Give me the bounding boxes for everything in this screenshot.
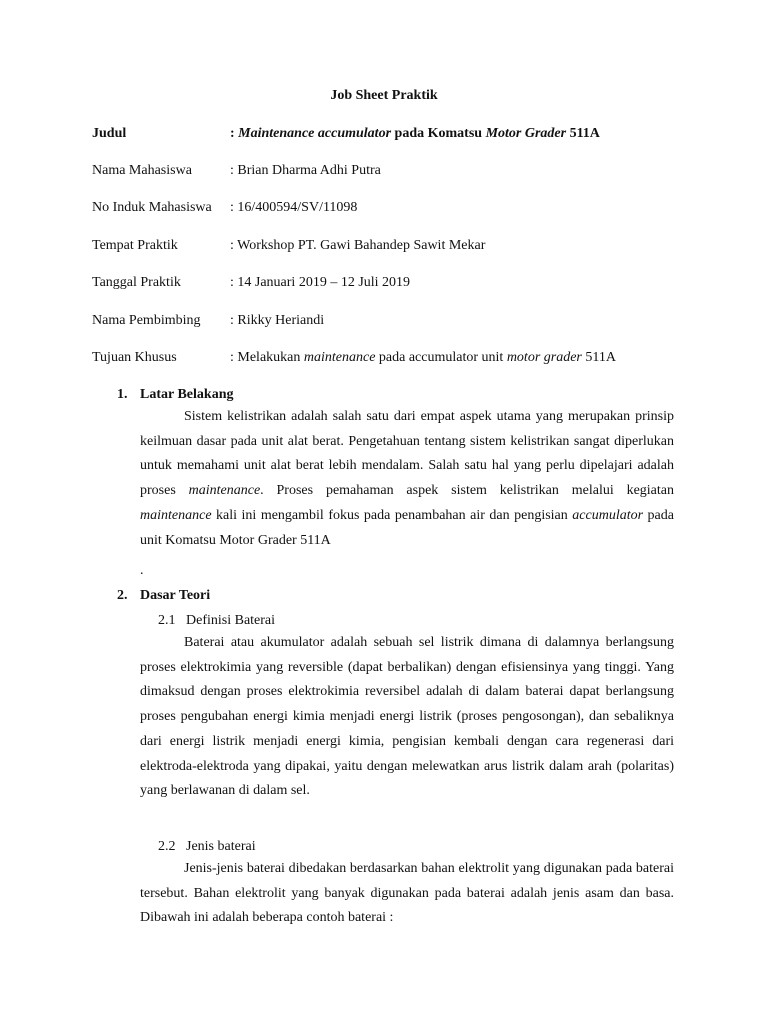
field-label: No Induk Mahasiswa [92,200,212,215]
field-value-segment: pada Komatsu [391,126,486,141]
field-value-segment: 16/400594/SV/11098 [237,200,358,215]
field-row [92,238,692,258]
field-value-segment: maintenance [303,350,376,365]
field-value-segment: motor grader [506,350,582,365]
section-1-paragraph [140,405,674,553]
field-row [92,200,692,220]
field-value-segment: Brian Dharma Adhi Putra [237,163,381,178]
field-row [92,163,692,183]
field-value [230,238,485,254]
field-row [92,275,692,295]
field-row [92,350,692,370]
subsection-2-1-title: Definisi Baterai [186,613,276,628]
field-value-segment: Rikky Heriandi [237,313,325,328]
field-label: Nama Mahasiswa [92,163,192,178]
field-value [230,126,600,142]
section-1-trailing: . [140,563,144,578]
paragraph-segment: accumulator [572,507,644,523]
field-separator: : [230,275,238,290]
field-value [230,350,616,366]
field-separator: : [230,200,238,215]
subsection-2-1-heading [158,613,275,629]
field-value-segment: 511A [566,126,600,141]
subsection-2-2-number: 2.2 [158,839,176,854]
subsection-2-1-paragraph: Baterai atau akumulator adalah sebuah sel listrik dimana di dalamnya berlangsung proses elektrokimia yang reversible (dapat berbalikan) dengan efisiensinya yang tinggi. Yang dimaksud dengan proses elektrokimia reversibel adalah di dalam baterai dapat berlangsung proses pengubahan energi kimia menjadi energi listrik (proses pengosongan), dan sebaliknya dari energi listrik menjadi energi kimia, pengisian kembali dengan cara regenerasi dari elektroda-elektroda yang dipakai, yaitu dengan melewatkan arus listrik dalam arah (polaritas) yang berlawanan di dalam sel. [140,635,674,799]
subsection-2-1-number: 2.1 [158,613,176,628]
field-separator: : [230,350,238,365]
field-label: Tujuan Khusus [92,350,177,365]
field-separator: : [230,238,238,253]
subsection-2-2-heading [158,839,256,855]
field-value-segment: Workshop PT. Gawi Bahandep Sawit Mekar [237,238,486,253]
field-separator: : [230,163,238,178]
field-value-segment: 511A [581,350,616,365]
field-value [230,163,381,179]
section-1-number: 1. [117,387,128,402]
paragraph-segment: pada unit Komatsu Motor Grader 511A [140,507,674,548]
paragraph-segment: maintenance [140,507,212,523]
field-value [230,200,357,216]
field-label: Judul [92,126,127,141]
field-value-segment: pada accumulator unit [375,350,507,365]
subsection-2-2-title: Jenis baterai [186,839,256,854]
paragraph-segment: Sistem kelistrikan adalah salah satu dari empat aspek utama yang merupakan prinsip keilmuan dasar pada unit alat berat. Pengetahuan tentang sistem kelistrikan sangat diperlukan untuk memahami unit alat berat lebih mendalam. Salah satu hal yang perlu dipelajari adalah proses [140,409,674,499]
paragraph-segment: maintenance [188,483,261,499]
paragraph-segment: kali ini mengambil fokus pada penambahan air dan pengisian [211,507,573,523]
field-label: Tanggal Praktik [92,275,181,290]
section-2-number: 2. [117,588,128,603]
field-value-segment: 14 Januari 2019 – 12 Juli 2019 [237,275,411,290]
section-1-heading [117,387,233,403]
section-2-title: Dasar Teori [140,588,211,603]
field-value [230,313,324,329]
field-separator: : [230,313,238,328]
document-title: Job Sheet Praktik [330,88,438,103]
section-1-title: Latar Belakang [140,387,234,402]
subsection-2-2-paragraph: Jenis-jenis baterai dibedakan berdasarkan bahan elektrolit yang digunakan pada baterai tersebut. Bahan elektrolit yang banyak digunakan pada baterai adalah jenis asam dan basa. Dibawah ini adalah beberapa contoh baterai : [140,861,674,926]
field-label: Tempat Praktik [92,238,178,253]
field-value-segment: Melakukan [237,350,304,365]
field-row [92,126,692,146]
field-value-segment: Motor Grader [485,126,567,141]
field-value-segment: Maintenance accumulator [238,126,392,141]
field-row [92,313,692,333]
field-separator: : [230,126,239,141]
section-2-heading [117,588,210,604]
field-label: Nama Pembimbing [92,313,201,328]
paragraph-segment: . Proses pemahaman aspek sistem kelistrikan melalui kegiatan [260,483,674,499]
field-value [230,275,410,291]
